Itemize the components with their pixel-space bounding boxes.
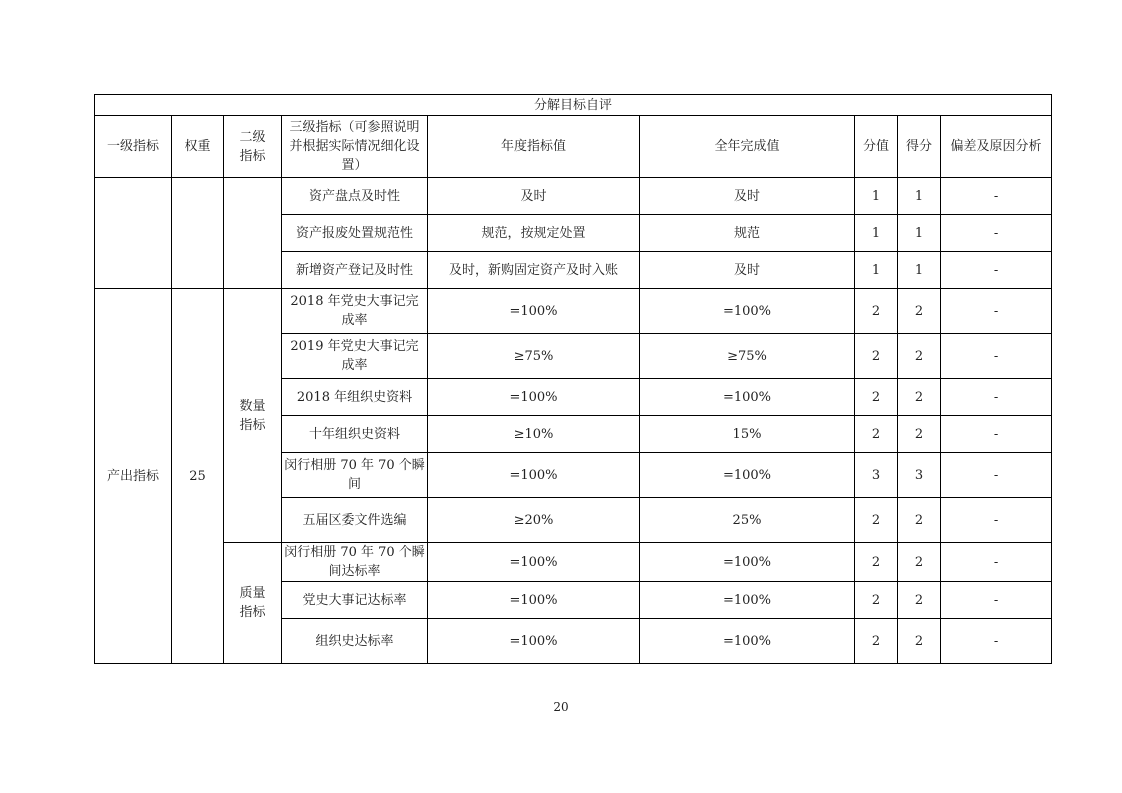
annual-actual-cell: 25% <box>640 498 855 543</box>
score-value-cell: 2 <box>855 582 898 619</box>
annual-target-cell: ≥10% <box>428 416 640 453</box>
level2-quality-cell <box>224 543 282 664</box>
header-annual-actual: 全年完成值 <box>640 116 855 178</box>
deviation-cell: - <box>941 289 1052 334</box>
annual-actual-cell: =100% <box>640 379 855 416</box>
deviation-cell: - <box>941 619 1052 664</box>
annual-actual-cell: =100% <box>640 543 855 582</box>
score-got-cell: 2 <box>898 334 941 379</box>
header-deviation: 偏差及原因分析 <box>941 116 1052 178</box>
score-value-cell: 3 <box>855 453 898 498</box>
deviation-cell: - <box>941 582 1052 619</box>
annual-actual-cell: 15% <box>640 416 855 453</box>
indicator-name: 闵行相册 70 年 70 个瞬间 <box>282 453 428 498</box>
header-level3: 三级指标（可参照说明并根据实际情况细化设置） <box>282 116 428 178</box>
score-value-cell: 2 <box>855 289 898 334</box>
level1-output-cell: 产出指标 <box>95 289 172 664</box>
indicator-name: 资产报废处置规范性 <box>282 215 428 252</box>
header-level2 <box>224 116 282 178</box>
indicator-name: 新增资产登记及时性 <box>282 252 428 289</box>
deviation-cell: - <box>941 334 1052 379</box>
score-got-cell: 1 <box>898 252 941 289</box>
score-got-cell: 2 <box>898 289 941 334</box>
annual-actual-cell: 及时 <box>640 178 855 215</box>
score-got-cell: 3 <box>898 453 941 498</box>
annual-target-cell: 规范，按规定处置 <box>428 215 640 252</box>
header-level1: 一级指标 <box>95 116 172 178</box>
indicator-name: 闵行相册 70 年 70 个瞬间达标率 <box>282 543 428 582</box>
score-value-cell: 1 <box>855 178 898 215</box>
annual-actual-cell: =100% <box>640 453 855 498</box>
deviation-cell: - <box>941 543 1052 582</box>
score-got-cell: 2 <box>898 379 941 416</box>
annual-target-cell: =100% <box>428 289 640 334</box>
score-got-cell: 1 <box>898 215 941 252</box>
annual-target-cell: ≥20% <box>428 498 640 543</box>
annual-target-cell: =100% <box>428 582 640 619</box>
page-number: 20 <box>553 700 569 714</box>
deviation-cell: - <box>941 498 1052 543</box>
score-value-cell: 2 <box>855 543 898 582</box>
table-row <box>95 543 1052 582</box>
header-score-got: 得分 <box>898 116 941 178</box>
deviation-cell: - <box>941 178 1052 215</box>
score-value-cell: 1 <box>855 215 898 252</box>
annual-target-cell: =100% <box>428 619 640 664</box>
table-row <box>95 289 1052 334</box>
deviation-cell: - <box>941 252 1052 289</box>
level2-quantity-cell-text: 数量指标 <box>239 398 266 433</box>
header-level2-text: 二级指标 <box>239 129 266 164</box>
score-value-cell: 2 <box>855 619 898 664</box>
empty-level1-cell <box>95 178 172 289</box>
table-title: 分解目标自评 <box>95 95 1052 116</box>
empty-weight-cell <box>172 178 224 289</box>
annual-target-cell: =100% <box>428 453 640 498</box>
header-score-value: 分值 <box>855 116 898 178</box>
indicator-name: 十年组织史资料 <box>282 416 428 453</box>
score-got-cell: 2 <box>898 582 941 619</box>
deviation-cell: - <box>941 416 1052 453</box>
annual-target-cell: 及时，新购固定资产及时入账 <box>428 252 640 289</box>
annual-actual-cell: =100% <box>640 289 855 334</box>
deviation-cell: - <box>941 379 1052 416</box>
score-value-cell: 2 <box>855 334 898 379</box>
score-got-cell: 2 <box>898 416 941 453</box>
indicator-name: 五届区委文件选编 <box>282 498 428 543</box>
weight-output-cell: 25 <box>172 289 224 664</box>
indicator-name: 2019 年党史大事记完成率 <box>282 334 428 379</box>
annual-target-cell: =100% <box>428 543 640 582</box>
annual-actual-cell: =100% <box>640 619 855 664</box>
annual-actual-cell: 及时 <box>640 252 855 289</box>
indicator-name: 2018 年党史大事记完成率 <box>282 289 428 334</box>
annual-actual-cell: ≥75% <box>640 334 855 379</box>
score-value-cell: 2 <box>855 379 898 416</box>
score-value-cell: 2 <box>855 416 898 453</box>
self-evaluation-table <box>94 94 1052 664</box>
score-value-cell: 2 <box>855 498 898 543</box>
annual-actual-cell: 规范 <box>640 215 855 252</box>
header-annual-target: 年度指标值 <box>428 116 640 178</box>
annual-target-cell: =100% <box>428 379 640 416</box>
header-weight: 权重 <box>172 116 224 178</box>
deviation-cell: - <box>941 215 1052 252</box>
deviation-cell: - <box>941 453 1052 498</box>
score-got-cell: 2 <box>898 498 941 543</box>
level2-quantity-cell <box>224 289 282 543</box>
score-got-cell: 2 <box>898 619 941 664</box>
indicator-name: 2018 年组织史资料 <box>282 379 428 416</box>
empty-level2-cell <box>224 178 282 289</box>
score-got-cell: 2 <box>898 543 941 582</box>
level2-quality-cell-text: 质量指标 <box>239 586 266 620</box>
annual-target-cell: ≥75% <box>428 334 640 379</box>
score-got-cell: 1 <box>898 178 941 215</box>
indicator-name: 组织史达标率 <box>282 619 428 664</box>
score-value-cell: 1 <box>855 252 898 289</box>
table-row <box>95 178 1052 215</box>
annual-target-cell: 及时 <box>428 178 640 215</box>
annual-actual-cell: =100% <box>640 582 855 619</box>
indicator-name: 党史大事记达标率 <box>282 582 428 619</box>
indicator-name: 资产盘点及时性 <box>282 178 428 215</box>
